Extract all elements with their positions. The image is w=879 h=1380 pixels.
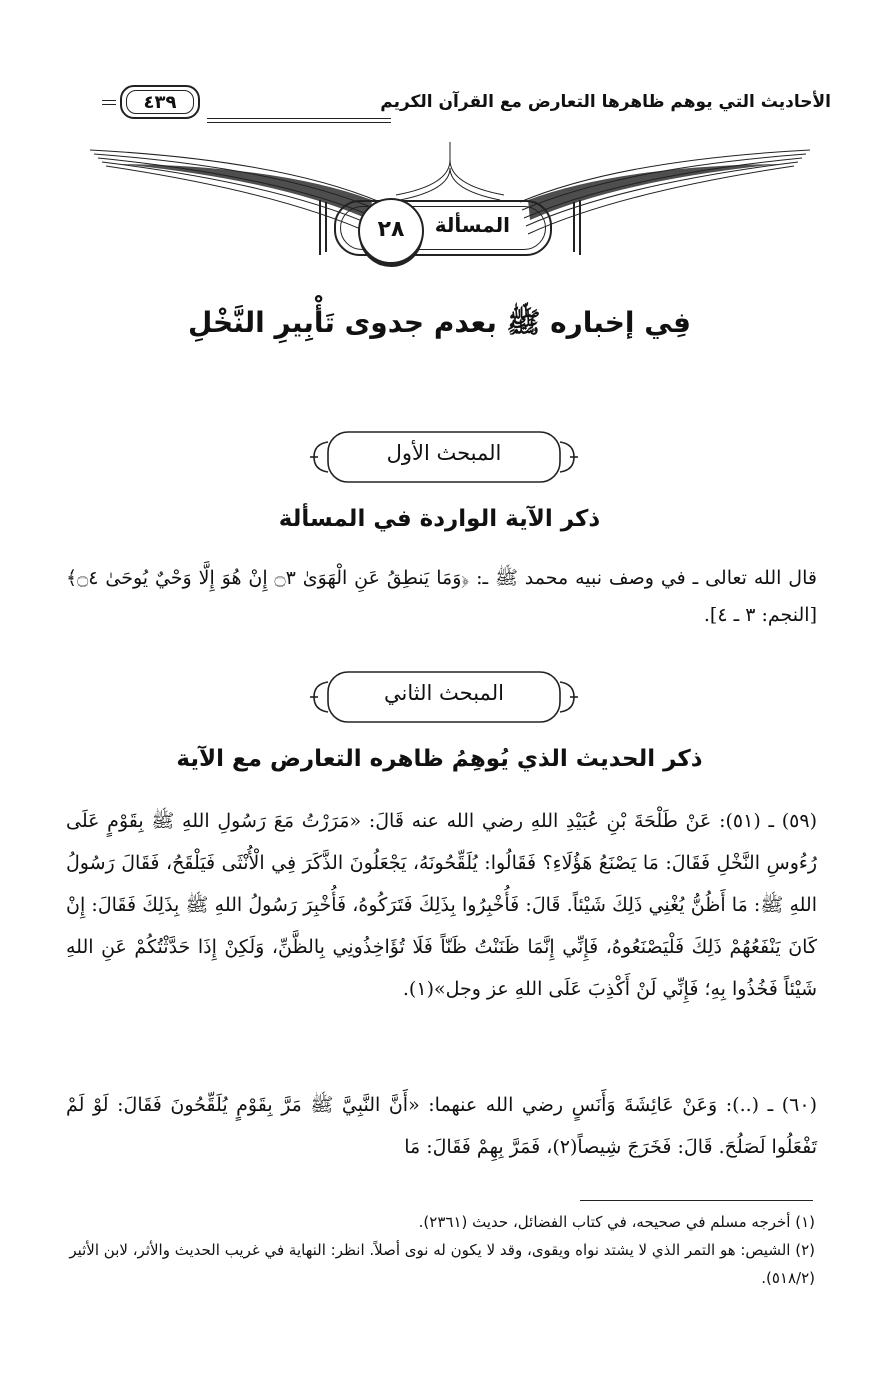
section-1-label: المبحث الأول [386, 441, 502, 465]
hadith-60: (٦٠) ـ (..): وَعَنْ عَائِشَةَ وَأَنَسٍ رضي الله عنهما: «أَنَّ النَّبِيَّ ﷺ مَرَّ بِقَوْمٍ يُلَقِّحُونَ فَقَالَ: لَوْ لَمْ تَفْعَلُوا لَصَلُحَ. قَالَ: فَخَرَجَ شِيصاً(٢)، فَمَرَّ بِهِمْ فَقَالَ: مَا [66, 1094, 817, 1158]
section-1-frame [310, 428, 578, 486]
footnotes [66, 1208, 815, 1292]
issue-number: ٢٨ [358, 198, 424, 264]
footnote-2: (٢) الشيص: هو التمر الذي لا يشتد نواه ويقوى، وقد لا يكون له نوى أصلاً. انظر: النهاية في غريب الحديث والأثر، لابن الأثير (٥١٨/٢). [69, 1241, 815, 1287]
header-rule [207, 118, 391, 123]
footnote-1: (١) أخرجه مسلم في صحيحه، في كتاب الفضائل، حديث (٢٣٦١). [418, 1213, 815, 1231]
hadith-59: (٥٩) ـ (٥١): عَنْ طَلْحَةَ بْنِ عُبَيْدِ اللهِ رضي الله عنه قَالَ: «مَرَرْتُ مَعَ رَسُولِ اللهِ ﷺ بِقَوْمٍ عَلَى رُءُوسِ النَّخْلِ فَقَالَ: مَا يَصْنَعُ هَؤُلَاءِ؟ فَقَالُوا: يُلَقِّحُونَهُ، يَجْعَلُونَ الذَّكَرَ فِي الْأُنْثَى فَيَلْقَحُ، فَقَالَ رَسُولُ اللهِ ﷺ: مَا أَظُنُّ يُغْنِي ذَلِكَ شَيْئاً. قَالَ: فَأُخْبِرُوا بِذَلِكَ فَتَرَكُوهُ، فَأُخْبِرَ رَسُولُ اللهِ ﷺ بِذَلِكَ فَقَالَ: إِنْ كَانَ يَنْفَعُهُمْ ذَلِكَ فَلْيَصْنَعُوهُ، فَإِنِّي إِنَّمَا ظَنَنْتُ ظَنّاً فَلَا تُؤَاخِذُونِي بِالظَّنِّ، وَلَكِنْ إِذَا حَدَّثْتُكُمْ عَنِ اللهِ شَيْئاً فَخُذُوا بِهِ؛ فَإِنِّي لَنْ أَكْذِبَ عَلَى اللهِ عز وجل»(١). [66, 810, 817, 1000]
page-number-frame [120, 85, 200, 119]
section-1-text: قال الله تعالى ـ في وصف نبيه محمد ﷺ ـ: ﴿وَمَا يَنطِقُ عَنِ الْهَوَىٰ ۝٣ إِنْ هُوَ إِلَّا وَحْيٌ يُوحَىٰ ۝٤﴾ [النجم: ٣ ـ ٤]. [66, 567, 817, 626]
issue-label: المسألة [434, 213, 510, 237]
section-2-label: المبحث الثاني [384, 681, 504, 705]
header-rule-left [102, 100, 116, 105]
section-2-heading: ذكر الحديث الذي يُوهِمُ ظاهره التعارض مع الآية [176, 746, 703, 772]
section-2-frame [310, 668, 578, 726]
section-1-heading: ذكر الآية الواردة في المسألة [278, 506, 601, 532]
issue-frame [334, 200, 552, 256]
footnote-rule [580, 1200, 813, 1201]
page-number: ٤٣٩ [126, 90, 194, 114]
running-title: الأحاديث التي يوهم ظاهرها التعارض مع القرآن الكريم [380, 92, 831, 112]
running-header [112, 88, 831, 128]
chapter-title: فِي إخباره ﷺ بعدم جدوى تَأْبِيرِ النَّخْلِ [188, 306, 691, 339]
